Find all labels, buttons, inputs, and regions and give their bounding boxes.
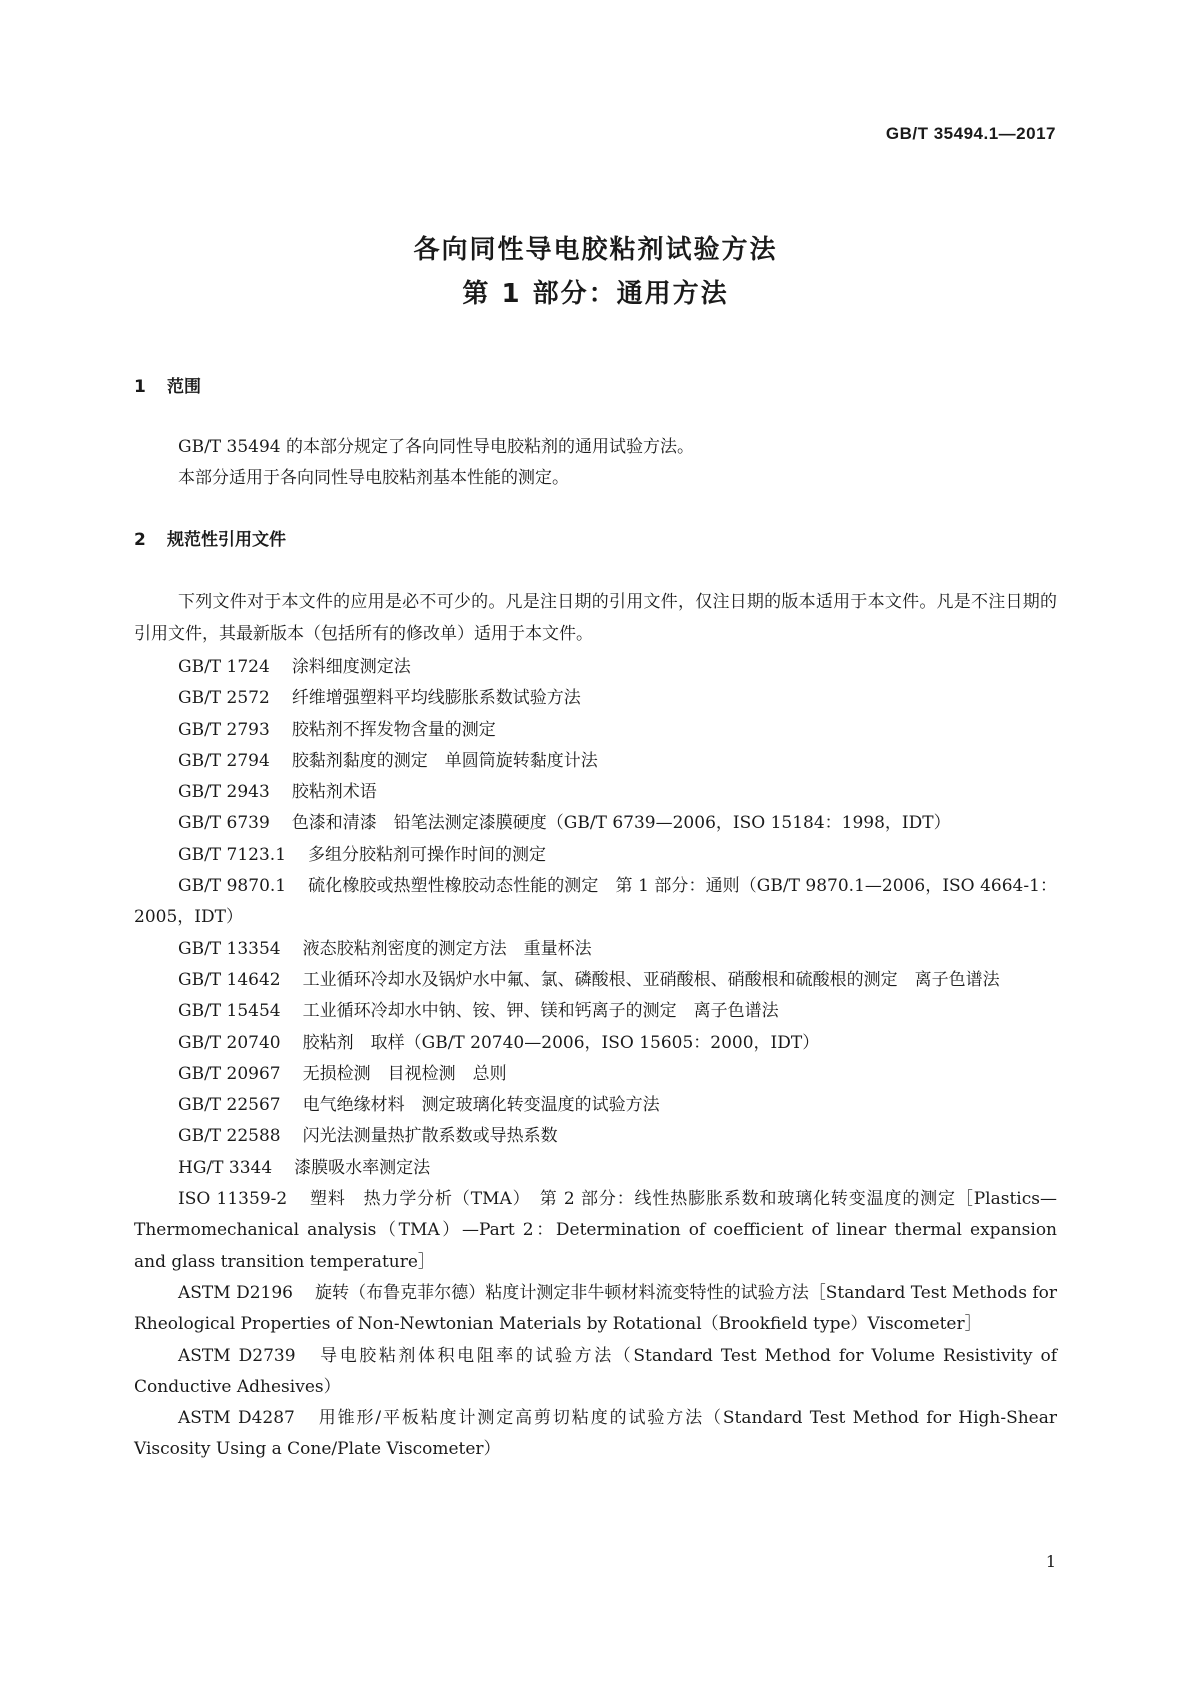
scope-paragraph: 本部分适用于各向同性导电胶粘剂基本性能的测定。 bbox=[178, 468, 569, 488]
reference-code: ISO 11359-2 bbox=[178, 1189, 288, 1210]
document-subtitle: 第 1 部分：通用方法 bbox=[462, 279, 729, 309]
reference-title: 漆膜吸水率测定法 bbox=[294, 1157, 431, 1178]
reference-item bbox=[134, 965, 1057, 996]
reference-title: 工业循环冷却水中钠、铵、钾、镁和钙离子的测定 离子色谱法 bbox=[302, 1001, 779, 1022]
reference-item bbox=[134, 1121, 1057, 1152]
reference-title: 色漆和清漆 铅笔法测定漆膜硬度（GB/T 6739—2006，ISO 15184：1998，IDT） bbox=[291, 813, 951, 834]
section-number: 1 bbox=[134, 377, 146, 397]
reference-item bbox=[134, 934, 1057, 965]
reference-code: ASTM D2196 bbox=[178, 1282, 293, 1303]
reference-item bbox=[134, 1278, 1057, 1341]
reference-code: GB/T 7123.1 bbox=[178, 844, 287, 865]
reference-code: ASTM D4287 bbox=[178, 1408, 295, 1429]
reference-code: GB/T 15454 bbox=[178, 1001, 281, 1022]
reference-title: 涂料细度测定法 bbox=[291, 657, 411, 677]
reference-title: 纤维增强塑料平均线膨胀系数试验方法 bbox=[291, 688, 581, 709]
reference-title: 胶粘剂术语 bbox=[291, 782, 377, 803]
reference-title: 液态胶粘剂密度的测定方法 重量杯法 bbox=[302, 938, 592, 959]
section-number: 2 bbox=[134, 530, 146, 550]
reference-code: GB/T 14642 bbox=[178, 969, 281, 990]
reference-code: GB/T 2943 bbox=[178, 782, 270, 803]
reference-title: 塑料 热力学分析（TMA） 第 2 部分：线性热膨胀系数和玻璃化转变温度的测定［Plastics—Thermomechanical analysis（TMA）—Part 2：Determination of coefficient of linear thermal expansion and glass transition temperature］ bbox=[134, 1189, 1057, 1272]
reference-item bbox=[134, 871, 1057, 934]
reference-title: 闪光法测量热扩散系数或导热系数 bbox=[302, 1126, 558, 1147]
reference-code: GB/T 20967 bbox=[178, 1063, 281, 1084]
reference-code: GB/T 1724 bbox=[178, 657, 270, 677]
reference-item bbox=[134, 746, 1057, 777]
reference-code: GB/T 2793 bbox=[178, 719, 270, 740]
standard-number: GB/T 35494.1—2017 bbox=[885, 124, 1056, 143]
reference-code: GB/T 9870.1 bbox=[178, 876, 287, 897]
reference-item bbox=[134, 715, 1057, 746]
reference-item bbox=[134, 1153, 1057, 1184]
reference-item bbox=[134, 1341, 1057, 1404]
reference-code: GB/T 2794 bbox=[178, 750, 270, 771]
reference-title: 工业循环冷却水及锅炉水中氟、氯、磷酸根、亚硝酸根、硝酸根和硫酸根的测定 离子色谱法 bbox=[302, 969, 1000, 990]
reference-title: 胶黏剂黏度的测定 单圆筒旋转黏度计法 bbox=[291, 750, 598, 771]
section-heading-scope bbox=[134, 372, 201, 397]
reference-item bbox=[134, 1059, 1057, 1090]
reference-item bbox=[134, 683, 1057, 714]
reference-title: 胶粘剂 取样（GB/T 20740—2006，ISO 15605：2000，IDT） bbox=[302, 1032, 820, 1053]
reference-code: GB/T 22567 bbox=[178, 1095, 281, 1116]
reference-code: GB/T 6739 bbox=[178, 813, 270, 834]
reference-title: 旋转（布鲁克菲尔德）粘度计测定非牛顿材料流变特性的试验方法［Standard Test Methods for Rheological Properties of Non-Newtonian Materials by Rotational（Brookfield type）Viscometer］ bbox=[134, 1282, 1057, 1335]
page-number: 1 bbox=[1045, 1552, 1056, 1571]
reference-item bbox=[134, 1028, 1057, 1059]
section-title: 范围 bbox=[167, 377, 201, 397]
reference-list bbox=[134, 652, 1057, 1466]
reference-item bbox=[134, 1090, 1057, 1121]
reference-item bbox=[134, 1403, 1057, 1466]
section-heading-normative-references bbox=[134, 525, 286, 550]
references-intro: 下列文件对于本文件的应用是必不可少的。凡是注日期的引用文件，仅注日期的版本适用于本文件。凡是不注日期的引用文件，其最新版本（包括所有的修改单）适用于本文件。 bbox=[134, 592, 1057, 644]
reference-title: 电气绝缘材料 测定玻璃化转变温度的试验方法 bbox=[302, 1095, 660, 1116]
reference-code: GB/T 13354 bbox=[178, 938, 281, 959]
reference-code: GB/T 20740 bbox=[178, 1032, 281, 1053]
reference-code: ASTM D2739 bbox=[178, 1345, 296, 1366]
reference-title: 硫化橡胶或热塑性橡胶动态性能的测定 第 1 部分：通则（GB/T 9870.1—2006，ISO 4664-1：2005，IDT） bbox=[134, 876, 1057, 928]
reference-item bbox=[134, 840, 1057, 871]
reference-item bbox=[134, 777, 1057, 808]
reference-title: 多组分胶粘剂可操作时间的测定 bbox=[308, 844, 547, 865]
section-title: 规范性引用文件 bbox=[167, 530, 286, 550]
reference-title: 导电胶粘剂体积电阻率的试验方法（Standard Test Method for Volume Resistivity of Conductive Adhesives） bbox=[134, 1345, 1057, 1397]
reference-item bbox=[134, 652, 1057, 683]
reference-code: GB/T 22588 bbox=[178, 1126, 281, 1147]
reference-title: 无损检测 目视检测 总则 bbox=[302, 1063, 507, 1084]
reference-item bbox=[134, 996, 1057, 1027]
reference-title: 用锥形/平板粘度计测定高剪切粘度的试验方法（Standard Test Method for High-Shear Viscosity Using a Cone/Plate Viscometer） bbox=[134, 1408, 1058, 1460]
scope-paragraph: GB/T 35494 的本部分规定了各向同性导电胶粘剂的通用试验方法。 bbox=[178, 437, 695, 457]
reference-code: GB/T 2572 bbox=[178, 688, 270, 709]
reference-code: HG/T 3344 bbox=[178, 1157, 273, 1178]
reference-item bbox=[134, 1184, 1057, 1278]
reference-item bbox=[134, 808, 1057, 839]
document-title: 各向同性导电胶粘剂试验方法 bbox=[413, 235, 778, 265]
reference-title: 胶粘剂不挥发物含量的测定 bbox=[291, 719, 496, 740]
